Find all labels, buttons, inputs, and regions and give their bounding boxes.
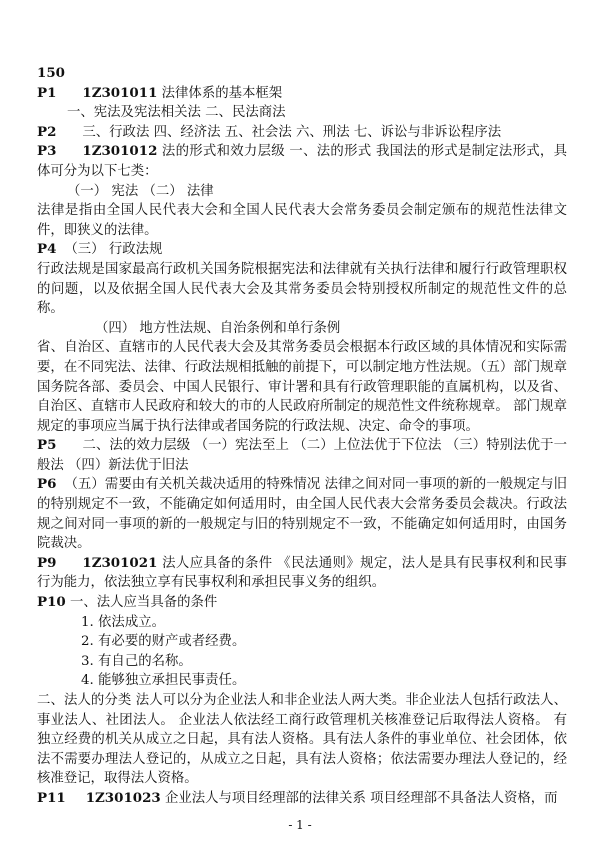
law-definition: 法律是指由全国人民代表大会和全国人民代表大会常务委员会制定颁布的规范性法律文件，即狭义的法律。 xyxy=(37,203,567,238)
p2-text: 三、行政法 四、经济法 五、社会法 六、刑法 七、诉讼与非诉讼程序法 xyxy=(82,124,502,140)
p5-label: P5 xyxy=(37,437,57,454)
p9-text: 法人应具备的条件 《民法通则》规定，法人是具有民事权利和民事行为能力，依法独立享有民事权利和承担民事义务的组织。 xyxy=(37,555,567,591)
p3-text: 法的形式和效力层级 一、法的形式 我国法的形式是制定法形式，具体可分为以下七类： xyxy=(37,144,567,179)
list-item: 2. 有必要的财产或者经费。 xyxy=(81,634,246,650)
list-item: 4. 能够独立承担民事责任。 xyxy=(81,673,246,689)
list-item: 1. 依法成立。 xyxy=(81,614,165,630)
p3-paragraph xyxy=(37,142,567,181)
page-footer-number: - 1 - xyxy=(288,818,312,832)
local-regulation-heading: （四） 地方性法规、自治条例和单行条例 xyxy=(95,320,341,336)
p4-text: （三） 行政法规 xyxy=(64,242,163,258)
p6-paragraph xyxy=(37,475,567,553)
p3-sub: （一） 宪法 （二） 法律 xyxy=(67,183,214,199)
p1-line xyxy=(37,84,567,104)
page-number-top: 150 xyxy=(37,65,65,81)
p2-label: P2 xyxy=(37,123,57,140)
p1-text: 法律体系的基本框架 xyxy=(161,85,283,101)
p9-label: P9 xyxy=(37,554,57,571)
p11-label: P11 xyxy=(37,789,66,806)
p11-code: 1Z301023 xyxy=(85,789,161,806)
local-regulation-definition: 省、自治区、直辖市的人民代表大会及其常务委员会根据本行政区域的具体情况和实际需要，在不同宪法、法律、行政法规相抵触的前提下，可以制定地方性法规。（五）部门规章 国务院各部、委员会、中国人民银行、审计署和具有行政管理职能的直属机构，以及省、自治区、直辖市人民政府和较大的市的人民政府所制定的规范性文件统称规章。 部门规章规定的事项应当属于执行法律或者国务院的行政法规、决定、命令的事项。 xyxy=(37,340,567,434)
legal-person-classification: 二、法人的分类 法人可以分为企业法人和非企业法人两大类。非企业法人包括行政法人、事业法人、社团法人。 企业法人依法经工商行政管理机关核准登记后取得法人资格。 有独立经费的机关从成立之日起，具有法人资格。具有法人条件的事业单位、社会团体，依法不需要办理法人登记的，从成立之日起，具有法人资格；依法需要办理法人登记的，经核准登记，取得法人资格。 xyxy=(37,693,567,787)
p2-line xyxy=(37,123,567,143)
admin-regulation-definition: 行政法规是国家最高行政机关国务院根据宪法和法律就有关执行法律和履行行政管理职权的问题，以及依据全国人民代表大会及其常务委员会特别授权所制定的规范性文件的总称。 xyxy=(37,261,567,317)
document-page xyxy=(37,64,567,809)
list-item: 3. 有自己的名称。 xyxy=(81,653,192,669)
p4-label: P4 xyxy=(37,241,57,258)
p9-code: 1Z301021 xyxy=(82,554,158,571)
p6-label: P6 xyxy=(37,476,57,493)
p5-text: 二、法的效力层级 （一）宪法至上 （二）上位法优于下位法 （三）特别法优于一般法 （四）新法优于旧法 xyxy=(37,438,567,473)
p11-text: 企业法人与项目经理部的法律关系 项目经理部不具备法人资格，而 xyxy=(164,790,558,806)
p5-paragraph xyxy=(37,436,567,475)
p4-line xyxy=(37,240,567,260)
p10-label: P10 xyxy=(37,594,66,611)
p1-sub: 一、宪法及宪法相关法 二、民法商法 xyxy=(67,105,286,121)
p3-code: 1Z301012 xyxy=(82,143,158,160)
p3-label: P3 xyxy=(37,143,57,160)
p11-line xyxy=(37,789,567,809)
p1-code: 1Z301011 xyxy=(82,84,158,101)
p6-text: （五）需要由有关机关裁决适用的特殊情况 法律之间对同一事项的新的一般规定与旧的特别规定不一致，不能确定如何适用时，由全国人民代表大会常务委员会裁决。行政法规之间对同一事项的新的一般规定与旧的特别规定不一致，不能确定如何适用时，由国务院裁决。 xyxy=(37,477,567,552)
p10-text: 一、法人应当具备的条件 xyxy=(69,595,218,611)
p1-label: P1 xyxy=(37,84,57,101)
p10-line xyxy=(37,593,567,613)
p9-paragraph xyxy=(37,554,567,593)
